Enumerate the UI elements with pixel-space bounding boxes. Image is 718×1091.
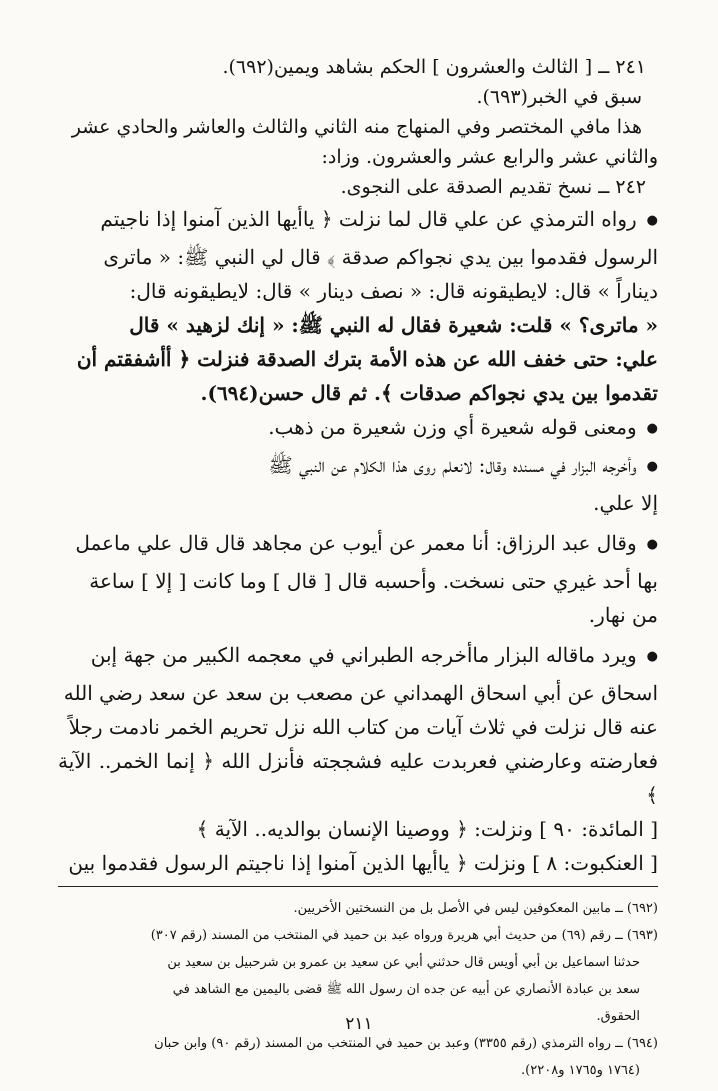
line-text: وأخرجه البزار في مسنده وقال: لانعلم روى هذا الكلام عن النبي ﷺ xyxy=(268,453,637,477)
text-line: [ العنكبوت: ٨ ] ونزلت ﴿ ياأيها الذين آمنوا إذا ناجيتم الرسول فقدموا بين xyxy=(68,851,658,875)
text-line: والثاني عشر والرابع عشر والعشرون. وزاد: xyxy=(321,146,658,168)
section-heading-241: ٢٤١ ــ [ الثالث والعشرون ] الحكم بشاهد ويمين(٦٩٢). xyxy=(222,56,646,78)
page-number: ٢١١ xyxy=(345,1014,373,1034)
footnote-divider xyxy=(58,886,658,887)
footnote-line: (١٧٦٤ و١٧٦٥ و٢٢٠٨). xyxy=(521,1063,640,1078)
text-line: « ماترى؟ » قلت: شعيرة فقال له النبي ﷺ: « إنك لزهيد » قال xyxy=(129,313,658,337)
page-body xyxy=(58,52,658,1084)
text-line: علي: حتى خفف الله عن هذه الأمة بترك الصدقة فنزلت ﴿ أأشفقتم أن xyxy=(76,347,658,371)
line-text: ويرد ماقاله البزار ماأخرجه الطبراني في معجمه الكبير من جهة إبن xyxy=(90,643,637,667)
footnote: (٦٩٤) ــ رواه الترمذي (رقم ٣٣٥٥) وعبد بن حميد في المنتخب من المسند (رقم ٩٠) وابن حبان xyxy=(154,1036,658,1051)
text-line: الرسول فقدموا بين يدي نجواكم صدقة ﴾ قال لي النبي ﷺ: « ماترى xyxy=(103,245,658,269)
footnote: (٦٩٣) ــ رقم (٦٩) من حديث أبي هريرة ورواه عبد بن حميد في المنتخب من المسند (رقم ٣٠٧) xyxy=(150,928,658,943)
text-line xyxy=(58,410,658,448)
line-text: رواه الترمذي عن علي قال لما نزلت ﴿ ياأيها الذين آمنوا إذا ناجيتم xyxy=(100,207,637,231)
footnote: (٦٩٢) ــ مابين المعكوفين ليس في الأصل بل من النسختين الأخريين. xyxy=(293,901,658,916)
text-line xyxy=(58,638,658,676)
line-text: ومعنى قوله شعيرة أي وزن شعيرة من ذهب. xyxy=(268,415,637,439)
text-line: ديناراً » قال: لايطيقونه قال: « نصف دينار » قال: لايطيقونه قال: xyxy=(129,279,658,303)
text-line: [ المائدة: ٩٠ ] ونزلت: ﴿ ووصينا الإنسان بوالديه.. الآية ﴾ xyxy=(196,817,658,841)
text-line: هذا مافي المختصر وفي المنهاج منه الثاني والثالث والعاشر والحادي عشر xyxy=(71,116,642,138)
text-line: عنه قال نزلت في ثلاث آيات من كتاب الله نزل تحريم الخمر نادمت رجلاً xyxy=(68,715,658,739)
text-line: تقدموا بين يدي نجواكم صدقات ﴾. ثم قال حسن(٦٩٤). xyxy=(200,381,658,405)
text-line: سبق في الخبر(٦٩٣). xyxy=(476,86,642,108)
footnote-line: حدثنا اسماعيل بن أبي أويس قال حدثني أبي عن سعيد بن عمرو بن شرحبيل بن سعيد بن xyxy=(167,955,640,970)
text-line xyxy=(58,448,658,486)
text-line: فعارضته وعارضني فعربدت عليه فشججته فأنزل الله ﴿ إنما الخمر.. الآية ﴾ xyxy=(58,749,658,807)
text-line xyxy=(58,526,658,564)
text-line xyxy=(58,202,658,240)
text-line: اسحاق عن أبي اسحاق الهمداني عن مصعب بن سعد عن سعد رضي الله xyxy=(63,681,658,705)
footnote-line: الحقوق. xyxy=(596,1009,640,1024)
text-line: من نهار. xyxy=(588,603,658,627)
section-heading-242: ٢٤٢ ــ نسخ تقديم الصدقة على النجوى. xyxy=(340,176,646,198)
line-text: وقال عبد الرزاق: أنا معمر عن أيوب عن مجاهد قال قال علي ماعمل xyxy=(75,531,637,555)
footnote-line: سعد بن عبادة الأنصاري عن أبيه عن جده ان رسول الله ﷺ قضى باليمين مع الشاهد في xyxy=(172,982,640,997)
text-line: بها أحد غيري حتى نسخت. وأحسبه قال [ قال ] وما كانت [ إلا ] ساعة xyxy=(89,569,658,593)
text-line: إلا علي. xyxy=(593,491,658,515)
